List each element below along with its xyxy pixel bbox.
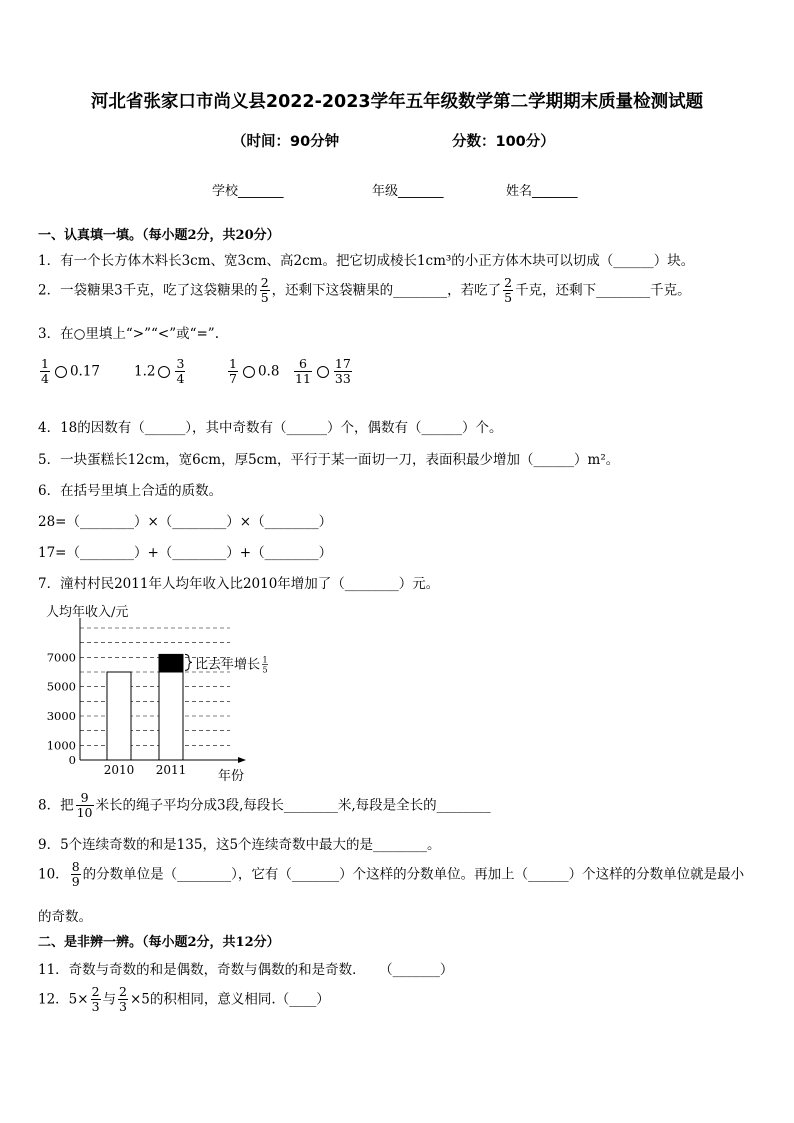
question-2: 2．一袋糖果3千克，吃了这袋糖果的 $\frac{2}{5}$ ，还剩下这袋糖果的________，若吃了 $\frac{2}{5}$ 千克，还剩下________千克。	[38, 275, 691, 306]
question-1: 1．有一个长方体木料长3cm、宽3cm、高2cm。把它切成棱长1cm³的小正方体木块可以切成（______）块。	[38, 253, 695, 269]
annotation-fraction-num: 1	[262, 655, 268, 665]
y-tick-label: 1000	[46, 738, 76, 753]
question-6b: 17=（________）+（________）+（________）	[38, 545, 333, 561]
fraction: $\frac{2}{3}$	[119, 984, 127, 1015]
fraction: $\frac{2}{3}$	[91, 984, 100, 1015]
x-tick-label: 2011	[155, 763, 187, 777]
question-8: 8．把 $\frac{9}{10}$ 米长的绳子平均分成3段,每段长________米,每段是全长的________	[38, 790, 491, 821]
compare-circle-icon	[317, 366, 329, 378]
bar-2010	[107, 672, 131, 760]
annotation-label: 比去年增长	[195, 657, 261, 673]
x-axis-label: 年份	[218, 769, 245, 782]
y-tick-label: 0	[68, 753, 76, 767]
page-title: 河北省张家口市尚义县2022-2023学年五年级数学第二学期期末质量检测试题	[90, 92, 704, 112]
income-bar-chart	[38, 598, 268, 782]
bar-increase-2011	[159, 654, 183, 672]
y-tick-label: 3000	[46, 709, 76, 723]
compare-circle-icon	[158, 366, 170, 378]
question-3: 3．在○里填上“>”“<”或“=”.	[38, 326, 220, 342]
question-9: 9．5个连续奇数的和是135，这5个连续奇数中最大的是________。	[38, 837, 441, 853]
y-axis-label: 人均年收入/元	[46, 605, 129, 620]
question-6a: 28=（________）×（________）×（________）	[38, 514, 333, 530]
question-12: 12．5× $\frac{2}{3}$ 与 $\frac{2}{3}$ ×5的积相同，意义相同.（____）	[38, 984, 330, 1015]
compare-item-a: $\frac{1}{4}$ 0.17	[41, 356, 101, 387]
brace-icon	[185, 654, 192, 670]
question-11: 11．奇数与奇数的和是偶数，奇数与偶数的和是奇数． （_______）	[38, 962, 454, 978]
question-10: 10． $\frac{8}{9}$ 的分数单位是（________），它有（_______）个这样的分数单位。再加上（______）个这样的分数单位就是最小	[38, 859, 745, 890]
section1-heading: 一、认真填一填。（每小题2分，共20分）	[38, 228, 280, 243]
fraction: $\frac{2}{5}$	[260, 275, 269, 306]
compare-item-d: $\frac{6}{11}$ $\frac{17}{33}$	[295, 356, 351, 387]
compare-item-b: 1.2 $\frac{3}{4}$	[134, 356, 185, 387]
annotation-fraction-den: 5	[262, 665, 268, 675]
section2-heading: 二、是非辨一辨。（每小题2分，共12分）	[38, 935, 280, 950]
y-tick-label: 7000	[46, 650, 76, 665]
question-5: 5．一块蛋糕长12cm，宽6cm，厚5cm，平行于某一面切一刀，表面积最少增加（______）m²。	[38, 452, 620, 468]
x-axis-arrow-icon	[238, 757, 246, 763]
compare-item-c: $\frac{1}{7}$ 0.8	[229, 356, 280, 387]
fraction: $\frac{8}{9}$	[71, 859, 80, 890]
compare-circle-icon	[55, 366, 67, 378]
x-tick-label: 2010	[103, 763, 135, 777]
question-7: 7．潼村村民2011年人均年收入比2010年增加了（________）元。	[38, 576, 440, 592]
bar-2011	[159, 672, 183, 760]
fraction: $\frac{9}{10}$	[76, 790, 93, 821]
question-4: 4．18的因数有（______），其中奇数有（______）个，偶数有（______）个。	[38, 420, 503, 436]
grade-field: 年级_______	[372, 184, 444, 199]
name-field: 姓名_______	[506, 184, 578, 199]
compare-circle-icon	[243, 366, 255, 378]
question-10-cont: 的奇数。	[38, 909, 92, 925]
y-tick-label: 5000	[46, 679, 76, 694]
exam-time: （时间：90分钟	[232, 134, 340, 150]
question-6: 6．在括号里填上合适的质数。	[38, 483, 223, 499]
exam-score: 分数：100分）	[452, 134, 555, 150]
fraction: $\frac{2}{5}$	[504, 275, 513, 306]
school-field: 学校_______	[212, 184, 284, 199]
